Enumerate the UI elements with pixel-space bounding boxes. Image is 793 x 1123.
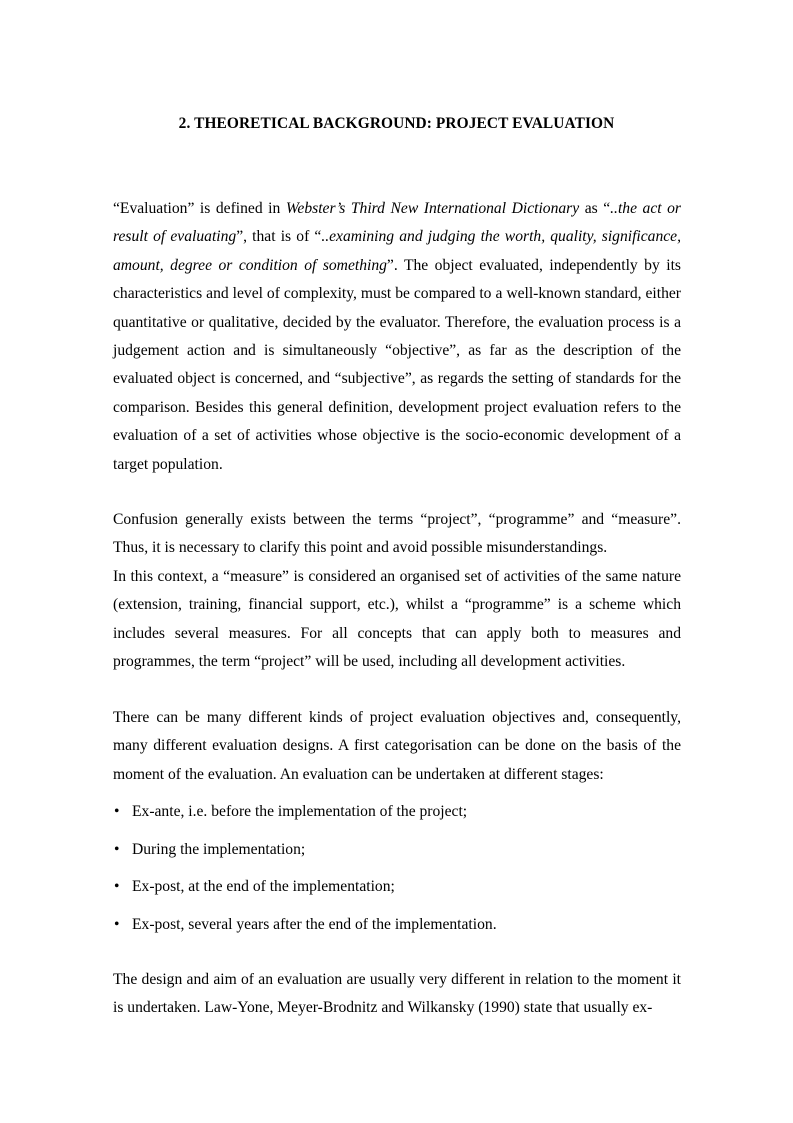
list-item [113,798,681,836]
list-item-text: During the implementation; [132,840,306,858]
paragraph-confusion: Confusion generally exists between the terms “project”, “programme” and “measure”. Thus, it is necessary to clarify this point and avoid possible misunderstandings. [113,511,681,557]
list-item [113,836,681,874]
paragraph-measure-definition: In this context, a “measure” is considered an organised set of activities of the same nature (extension, training, financial support, etc.), whilst a “programme” is a scheme which includes several measures. For all concepts that can apply both to measures and programmes, the term “project” will be used, including all development activities. [113,567,681,671]
italic-quote-act: ..the act or result of evaluating [113,200,681,246]
italic-quote-examining: ..examining and judging the worth, quality, significance, amount, degree or condition of something [113,228,681,274]
paragraph-design-aim [113,966,681,1023]
bullet-icon: • [114,840,120,858]
bullet-icon: • [114,915,120,933]
paragraph-text: There can be many different kinds of project evaluation objectives and, consequently, many different evaluation designs. A first categorisation can be done on the basis of the moment of the evaluation. An evaluation can be undertaken at different stages: [113,709,681,783]
bullet-icon: • [114,803,120,820]
list-item-text: Ex-post, at the end of the implementation; [132,878,395,895]
bullet-icon: • [114,878,120,895]
list-item-text: Ex-post, several years after the end of the implementation. [132,915,497,933]
text-run: “Evaluation” is defined in [113,200,286,217]
list-item-text: Ex-ante, i.e. before the implementation of the project; [132,803,468,820]
list-item [113,911,681,949]
paragraph-text: The design and aim of an evaluation are usually very different in relation to the moment it is undertaken. Law-Yone, Meyer-Brodnitz and Wilkansky (1990) state that usually ex- [113,971,681,1017]
paragraph-evaluation-stages [113,704,681,789]
evaluation-stages-list [113,798,681,948]
list-item [113,873,681,911]
paragraph-terminology [113,506,681,676]
text-run: as “ [579,200,611,217]
italic-dictionary-title: Webster’s Third New International Dictionary [285,200,580,217]
paragraph-evaluation-definition [113,195,681,479]
text-run: ”. The object evaluated, independently by its characteristics and level of complexity, must be compared to a well-known standard, either quantitative or qualitative, decided by the evaluator. Therefore, the evaluation process is a judgement action and is simultaneously “objective”, as far as the description of the evaluated object is concerned, and “subjective”, as regards the setting of standards for the comparison. Besides this general definition, development project evaluation refers to the evaluation of a set of activities whose objective is the socio-economic development of a target population. [113,256,681,473]
section-heading: 2. THEORETICAL BACKGROUND: PROJECT EVALUATION [178,115,615,132]
text-run: ”, that is of “ [236,228,322,246]
